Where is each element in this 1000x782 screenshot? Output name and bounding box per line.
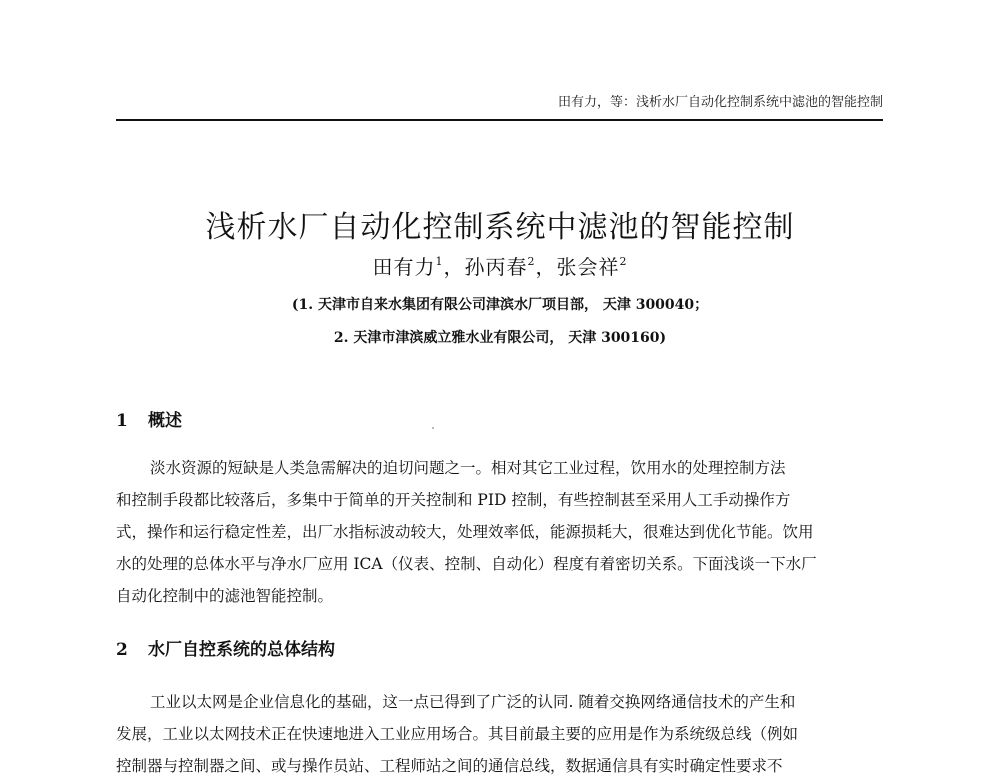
section-heading-2	[116, 638, 335, 662]
affiliation-mark: 2	[619, 255, 628, 268]
author-list	[0, 253, 1000, 281]
paragraph-line: 发展，工业以太网技术正在快速地进入工业应用场合。其目前最主要的应用是作为系统级总线（例如	[116, 725, 799, 743]
section-1-paragraph	[116, 452, 883, 612]
paragraph-line: 水的处理的总体水平与净水厂应用 ICA（仪表、控制、自动化）程度有着密切关系。下面浅谈一下水厂	[116, 555, 817, 573]
section-heading-1	[116, 409, 182, 433]
section-2-paragraph	[116, 686, 883, 782]
paper-title: 浅析水厂自动化控制系统中滤池的智能控制	[205, 210, 795, 246]
paragraph-line: 自动化控制中的滤池智能控制。	[116, 587, 334, 605]
running-head: 田有力，等：浅析水厂自动化控制系统中滤池的智能控制	[557, 95, 883, 110]
author-name: 孙丙春	[464, 255, 528, 279]
paragraph-line: 工业以太网是企业信息化的基础，这一点已得到了广泛的认同. 随着交换网络通信技术的产生和	[150, 693, 796, 711]
affiliation-mark: 2	[527, 255, 536, 268]
section-number: 1	[116, 411, 128, 431]
affiliation-mark: 1	[435, 255, 444, 268]
affiliation-1: (1. 天津市自来水集团有限公司津滨水厂项目部， 天津 300040；	[291, 297, 709, 313]
affiliation-2: 2. 天津市津滨威立雅水业有限公司， 天津 300160)	[333, 330, 667, 346]
section-title: 概述	[148, 411, 182, 431]
author-separator: ，	[535, 255, 557, 279]
section-number: 2	[116, 640, 128, 660]
paragraph-line: 淡水资源的短缺是人类急需解决的迫切问题之一。相对其它工业过程，饮用水的处理控制方法	[150, 459, 786, 477]
section-title: 水厂自控系统的总体结构	[148, 640, 335, 660]
paragraph-line: 和控制手段都比较落后，多集中于简单的开关控制和 PID 控制，有些控制甚至采用人工手动操作方	[116, 491, 791, 509]
author-name: 田有力	[372, 255, 436, 279]
author-separator: ，	[443, 255, 465, 279]
paragraph-line: 控制器与控制器之间、或与操作员站、工程师站之间的通信总线，数据通信具有实时确定性要求不	[116, 757, 783, 775]
paragraph-line: 式，操作和运行稳定性差，出厂水指标波动较大，处理效率低，能源损耗大，很难达到优化节能。饮用	[116, 523, 814, 541]
header-rule	[116, 119, 883, 121]
scan-speck	[432, 427, 434, 429]
author-name: 张会祥	[556, 255, 620, 279]
